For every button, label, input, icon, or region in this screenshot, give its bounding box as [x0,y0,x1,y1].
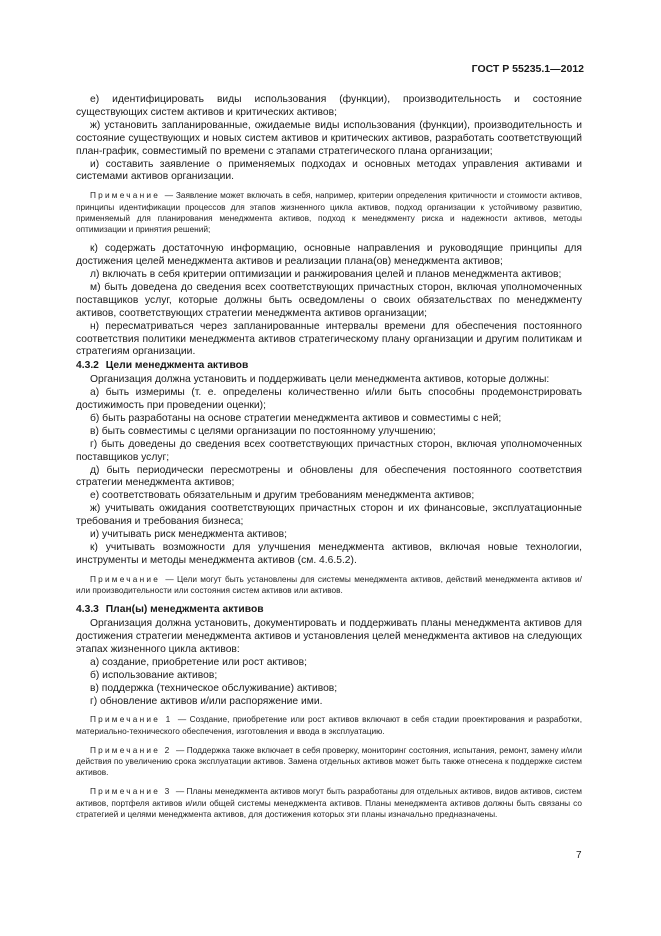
list-item: в) быть совместимы с целями организации по постоянному улучшению; [90,425,436,437]
list-item: ж) учитывать ожидания соответствующих причастных сторон и их финансовые, эксплуатационные требования и требования бизнеса; [76,503,582,528]
note [76,786,582,820]
list-item: а) создание, приобретение или рост активов; [90,656,307,668]
section-heading [76,604,582,617]
note-label: Примечание [90,190,161,201]
list-item: л) включать в себя критерии оптимизации и ранжирования целей и планов менеджмента активов; [90,268,562,280]
list-item: и) составить заявление о применяемых подходах и основных методах управления активами и системами активов организации. [76,158,582,183]
note-label: Примечание [90,573,161,584]
section-heading [76,360,582,373]
page-number: 7 [576,850,582,861]
list-item: е) идентифицировать виды использования (функции), производительность и состояние существующих систем активов и критических активов; [76,94,582,118]
list-item: к) учитывать возможности для улучшения менеджмента активов, включая новые технологии, инструменты и методы менеджмента активов (см. 4.6.5.2). [76,542,582,566]
list-item: е) соответствовать обязательным и другим требованиям менеджмента активов; [90,490,475,502]
document-body [76,94,582,828]
list-item: н) пересматриваться через запланированные интервалы времени для обеспечения постоянного соответствия политики менеджмента активов стратегическому плану организации и другим политикам и стратегиям организации. [76,320,582,358]
section-intro: Организация должна установить, документировать и поддерживать планы менеджмента активов для достижения стратегии менеджмента активов и установления целей менеджмента активов на следующих этапах жизненного цикла активов: [76,618,582,655]
list-item: б) использование активов; [90,669,218,681]
list-item: б) быть разработаны на основе стратегии менеджмента активов и совместимы с ней; [90,412,502,424]
note-text: — Заявление может включать в себя, например, критерии определения критичности и стоимости активов, принципы идентификации процессов для этапов жизненного цикла активов, подход организации к устойчивому развитию, применяемый для планирования менеджмента активов, подход к менеджменту риска и надежности активов, методы оптимизации и принятия решений; [76,190,583,234]
list-item: м) быть доведена до сведения всех соответствующих причастных сторон, включая уполномоченных поставщиков услуг, которые должны быть осведомлены о своих обязательствах по менеджменту активов, соответствующих стратегии менеджмента активов организации; [76,281,582,319]
list-item: г) обновление активов и/или распоряжение ими. [90,695,323,707]
list-item: ж) установить запланированные, ожидаемые виды использования (функции), производительность и состояние существующих и новых систем активов и критических активов, разработать соответствующий план-график, совместимый по времени с этапами стратегического плана организации; [76,119,582,157]
section-number: 4.3.2 [76,360,99,372]
note-text: — Поддержка также включает в себя проверку, мониторинг состояния, испытания, ремонт, замену и/или действия по увеличению срока эксплуатации активов. Замена отдельных активов может быть также отнесена к поддержке систем активов. [76,744,582,778]
list-item: и) учитывать риск менеджмента активов; [90,529,288,541]
note [76,714,582,736]
note-text: — Создание, приобретение или рост активов включают в себя стадии проектирования и разработки, материально-технического обеспечения, изготовления и ввода в эксплуатацию. [76,714,582,736]
section-number: 4.3.3 [76,604,99,616]
note [76,745,582,779]
note-label: Примечание 3 [90,786,172,797]
note-text: — Планы менеджмента активов могут быть разработаны для отдельных активов, видов активов, систем активов, портфеля активов и/или общей системы менеджмента активов. Планы менеджмента активов должны быть связаны со стратегией и целями менеджмента активов, для достижения которых эти планы изначально предназначены. [76,786,583,819]
section-title: Цели менеджмента активов [105,360,249,372]
document-id: ГОСТ Р 55235.1—2012 [471,63,584,75]
list-item: г) быть доведены до сведения всех соответствующих причастных сторон, включая уполномоченных поставщиков услуг; [76,438,582,463]
note-label: Примечание 2 [90,744,172,755]
list-item: а) быть измеримы (т. е. определены количественно и/или быть способны продемонстрировать достижимость при проведении оценки); [76,387,582,412]
note-label: Примечание 1 [90,714,173,725]
list-item: в) поддержка (техническое обслуживание) активов; [90,682,338,694]
note [76,574,582,596]
list-item: к) содержать достаточную информацию, основные направления и руководящие принципы для достижения целей менеджмента активов и реализации плана(ов) менеджмента активов; [76,243,582,268]
section-intro: Организация должна установить и поддерживать цели менеджмента активов, которые должны: [90,374,550,386]
list-item: д) быть периодически пересмотрены и обновлены для обеспечения постоянного соответствия стратегии менеджмента активов; [76,464,582,489]
note [76,190,582,235]
note-text: — Цели могут быть установлены для системы менеджмента активов, действий менеджмента активов и/или производительности или состояния систем активов или активов. [76,573,582,596]
section-title: План(ы) менеджмента активов [105,604,264,616]
